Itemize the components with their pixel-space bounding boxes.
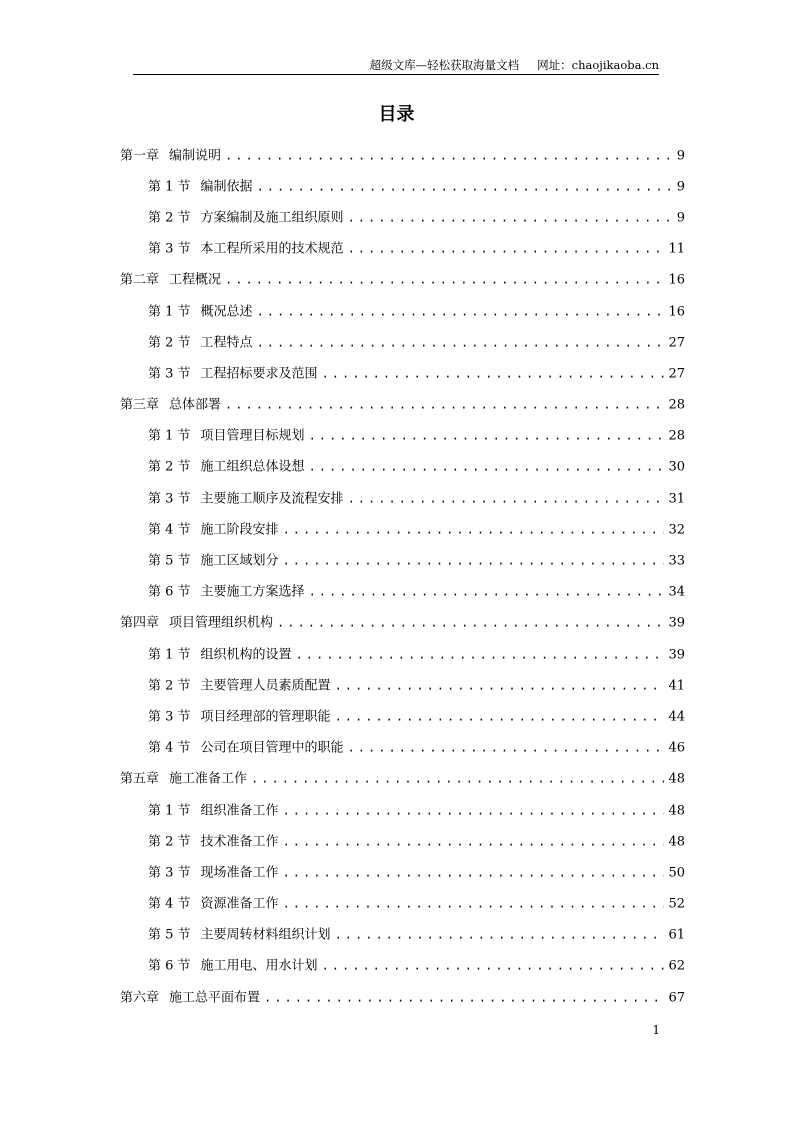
toc-entry-number: 第 1 节 <box>148 647 191 663</box>
toc-entry-label <box>148 208 344 228</box>
toc-section-entry[interactable] <box>0 670 793 701</box>
toc-entry-number: 第 3 节 <box>148 491 191 507</box>
toc-entry-number: 第 3 节 <box>148 366 191 382</box>
toc-entry-number: 第 1 节 <box>148 179 191 195</box>
toc-entry-page-number: 16 <box>668 304 685 320</box>
toc-entry-page-number: 67 <box>668 990 685 1006</box>
toc-entry-label <box>148 863 279 883</box>
toc-entry-title: 本工程所采用的技术规范 <box>200 241 344 257</box>
toc-dot-leader <box>225 395 664 415</box>
toc-entry-page-number: 27 <box>668 335 685 351</box>
toc-chapter-entry[interactable] <box>0 608 793 639</box>
toc-section-entry[interactable] <box>0 857 793 888</box>
toc-dot-leader <box>335 675 665 695</box>
toc-dot-leader <box>277 613 664 633</box>
toc-section-entry[interactable] <box>0 701 793 732</box>
toc-entry-page-number: 27 <box>668 366 685 382</box>
toc-entry-label <box>148 832 279 852</box>
toc-entry-number: 第 1 节 <box>148 803 191 819</box>
toc-section-entry[interactable] <box>0 951 793 982</box>
toc-entry-title: 主要施工方案选择 <box>200 584 305 600</box>
toc-entry-page-number: 39 <box>668 615 685 631</box>
toc-entry-label <box>148 302 253 322</box>
toc-entry-label <box>148 676 331 696</box>
toc-entry-line <box>120 145 685 166</box>
toc-entry-number: 第三章 <box>120 397 160 413</box>
toc-entry-title: 施工组织总体设想 <box>200 459 305 475</box>
toc-entry-page-number: 9 <box>676 210 685 226</box>
toc-entry-number: 第 5 节 <box>148 927 191 943</box>
toc-entry-number: 第 4 节 <box>148 896 191 912</box>
toc-dot-leader <box>335 706 665 726</box>
toc-dot-leader <box>283 831 665 851</box>
toc-entry-label <box>120 271 221 291</box>
toc-section-entry[interactable] <box>0 358 793 389</box>
toc-entry-label <box>148 489 344 509</box>
toc-dot-leader <box>283 894 665 914</box>
toc-entry-label <box>148 801 279 821</box>
page-number: 1 <box>652 1023 660 1037</box>
toc-dot-leader <box>283 862 665 882</box>
toc-dot-leader <box>225 270 664 290</box>
toc-entry-line <box>148 956 685 977</box>
toc-entry-number: 第 2 节 <box>148 834 191 850</box>
toc-entry-number: 第 3 节 <box>148 865 191 881</box>
toc-entry-page-number: 61 <box>668 927 685 943</box>
toc-entry-label <box>148 583 305 603</box>
toc-section-entry[interactable] <box>0 577 793 608</box>
toc-entry-number: 第 6 节 <box>148 958 191 974</box>
toc-dot-leader <box>257 176 673 196</box>
toc-section-entry[interactable] <box>0 826 793 857</box>
toc-entry-line <box>148 675 685 696</box>
toc-entry-line <box>148 551 685 572</box>
toc-entry-page-number: 44 <box>668 709 685 725</box>
toc-entry-number: 第 4 节 <box>148 740 191 756</box>
toc-entry-label <box>148 926 331 946</box>
toc-entry-line <box>148 239 685 260</box>
toc-dot-leader <box>225 145 673 165</box>
toc-entry-page-number: 62 <box>668 958 685 974</box>
toc-dot-leader <box>251 769 664 789</box>
toc-entry-line <box>148 800 685 821</box>
toc-entry-line <box>148 426 685 447</box>
toc-entry-label <box>148 364 318 384</box>
toc-entry-number: 第 1 节 <box>148 428 191 444</box>
toc-entry-label <box>148 458 305 478</box>
toc-entry-title: 项目管理组织机构 <box>169 615 274 631</box>
toc-entry-number: 第二章 <box>120 272 160 288</box>
toc-dot-leader <box>348 488 665 508</box>
toc-entry-number: 第一章 <box>120 148 160 164</box>
toc-entry-page-number: 28 <box>668 428 685 444</box>
toc-entry-page-number: 31 <box>668 491 685 507</box>
toc-dot-leader <box>322 363 665 383</box>
toc-entry-page-number: 30 <box>668 459 685 475</box>
toc-section-entry[interactable] <box>0 296 793 327</box>
toc-dot-leader <box>257 332 665 352</box>
toc-section-entry[interactable] <box>0 795 793 826</box>
toc-chapter-entry[interactable] <box>0 140 793 171</box>
toc-entry-line <box>148 925 685 946</box>
toc-entry-line <box>148 301 685 322</box>
toc-entry-line <box>148 332 685 353</box>
toc-entry-title: 主要施工顺序及流程安排 <box>200 491 344 507</box>
toc-dot-leader <box>283 519 665 539</box>
toc-entry-title: 施工阶段安排 <box>200 522 279 538</box>
toc-entry-number: 第 1 节 <box>148 304 191 320</box>
toc-entry-line <box>148 363 685 384</box>
toc-entry-page-number: 11 <box>668 241 685 257</box>
toc-entry-line <box>120 395 685 416</box>
toc-entry-page-number: 48 <box>668 803 685 819</box>
toc-entry-number: 第 2 节 <box>148 210 191 226</box>
toc-entry-title: 主要周转材料组织计划 <box>200 927 331 943</box>
toc-entry-label <box>120 770 247 790</box>
toc-entry-label <box>148 240 344 260</box>
toc-entry-title: 项目经理部的管理职能 <box>200 709 331 725</box>
toc-entry-title: 概况总述 <box>200 304 253 320</box>
toc-entry-number: 第 3 节 <box>148 241 191 257</box>
toc-entry-number: 第五章 <box>120 771 160 787</box>
header-site-slogan: 超级文库—轻松获取海量文档 <box>369 58 520 72</box>
toc-entry-line <box>148 207 685 228</box>
toc-title: 目录 <box>378 104 415 125</box>
toc-entry-number: 第 6 节 <box>148 584 191 600</box>
toc-entry-title: 编制依据 <box>200 179 253 195</box>
toc-dot-leader <box>309 457 665 477</box>
toc-entry-title: 现场准备工作 <box>200 865 279 881</box>
toc-entry-page-number: 48 <box>668 834 685 850</box>
toc-entry-number: 第 3 节 <box>148 709 191 725</box>
toc-section-entry[interactable] <box>0 171 793 202</box>
toc-dot-leader <box>264 987 664 1007</box>
toc-entry-page-number: 16 <box>668 272 685 288</box>
toc-entry-number: 第 2 节 <box>148 678 191 694</box>
toc-entry-page-number: 50 <box>668 865 685 881</box>
toc-entry-title: 公司在项目管理中的职能 <box>200 740 344 756</box>
toc-entry-line <box>120 270 685 291</box>
toc-section-entry[interactable] <box>0 639 793 670</box>
toc-entry-title: 施工准备工作 <box>169 771 248 787</box>
toc-entry-title: 工程特点 <box>200 335 253 351</box>
toc-entry-number: 第 2 节 <box>148 459 191 475</box>
toc-dot-leader <box>257 301 665 321</box>
toc-entry-number: 第 4 节 <box>148 522 191 538</box>
toc-entry-line <box>148 706 685 727</box>
toc-dot-leader <box>283 800 665 820</box>
toc-section-entry[interactable] <box>0 202 793 233</box>
toc-entry-title: 组织准备工作 <box>200 803 279 819</box>
toc-entry-line <box>120 987 685 1008</box>
toc-entry-title: 组织机构的设置 <box>200 647 292 663</box>
toc-entry-page-number: 32 <box>668 522 685 538</box>
toc-entry-number: 第 2 节 <box>148 335 191 351</box>
toc-section-entry[interactable] <box>0 421 793 452</box>
toc-dot-leader <box>322 956 665 976</box>
toc-section-entry[interactable] <box>0 234 793 265</box>
toc-entry-title: 总体部署 <box>169 397 222 413</box>
toc-entry-line <box>148 488 685 509</box>
toc-entry-label <box>120 614 273 634</box>
toc-entry-label <box>148 177 253 197</box>
page-header <box>133 56 659 74</box>
toc-chapter-entry[interactable] <box>0 390 793 421</box>
toc-section-entry[interactable] <box>0 545 793 576</box>
toc-entry-page-number: 41 <box>668 678 685 694</box>
table-of-contents <box>0 140 793 1013</box>
toc-entry-line <box>120 613 685 634</box>
toc-entry-title: 施工用电、用水计划 <box>200 958 318 974</box>
toc-entry-line <box>148 738 685 759</box>
toc-section-entry[interactable] <box>0 514 793 545</box>
toc-entry-title: 项目管理目标规划 <box>200 428 305 444</box>
toc-dot-leader <box>309 426 665 446</box>
toc-entry-page-number: 52 <box>668 896 685 912</box>
toc-dot-leader <box>283 551 665 571</box>
toc-entry-title: 资源准备工作 <box>200 896 279 912</box>
toc-entry-title: 施工区域划分 <box>200 553 279 569</box>
toc-entry-label <box>120 146 221 166</box>
toc-entry-page-number: 9 <box>676 148 685 164</box>
toc-dot-leader <box>348 207 673 227</box>
toc-dot-leader <box>348 738 665 758</box>
toc-entry-line <box>120 769 685 790</box>
toc-entry-page-number: 34 <box>668 584 685 600</box>
toc-entry-label <box>148 520 279 540</box>
toc-entry-title: 主要管理人员素质配置 <box>200 678 331 694</box>
toc-entry-page-number: 46 <box>668 740 685 756</box>
toc-entry-line <box>148 862 685 883</box>
toc-entry-page-number: 48 <box>668 771 685 787</box>
toc-entry-page-number: 39 <box>668 647 685 663</box>
toc-chapter-entry[interactable] <box>0 764 793 795</box>
toc-entry-label <box>148 739 344 759</box>
toc-entry-label <box>148 957 318 977</box>
toc-entry-number: 第六章 <box>120 990 160 1006</box>
toc-entry-title: 工程概况 <box>169 272 222 288</box>
toc-entry-label <box>148 427 305 447</box>
toc-section-entry[interactable] <box>0 483 793 514</box>
toc-entry-label <box>148 552 279 572</box>
toc-entry-label <box>120 396 221 416</box>
toc-chapter-entry[interactable] <box>0 265 793 296</box>
toc-chapter-entry[interactable] <box>0 982 793 1013</box>
toc-section-entry[interactable] <box>0 327 793 358</box>
toc-entry-line <box>148 831 685 852</box>
toc-entry-title: 编制说明 <box>169 148 222 164</box>
toc-entry-title: 技术准备工作 <box>200 834 279 850</box>
toc-dot-leader <box>309 582 665 602</box>
header-site-url: 网址：chaojikaoba.cn <box>537 58 659 72</box>
toc-entry-title: 方案编制及施工组织原则 <box>200 210 344 226</box>
toc-entry-title: 施工总平面布置 <box>169 990 261 1006</box>
toc-entry-line <box>148 644 685 665</box>
toc-entry-line <box>148 176 685 197</box>
toc-entry-page-number: 33 <box>668 553 685 569</box>
toc-dot-leader <box>335 925 665 945</box>
header-rule <box>133 74 659 75</box>
toc-dot-leader <box>296 644 665 664</box>
toc-dot-leader <box>348 239 665 259</box>
toc-entry-line <box>148 894 685 915</box>
toc-entry-page-number: 28 <box>668 397 685 413</box>
toc-section-entry[interactable] <box>0 452 793 483</box>
toc-entry-page-number: 9 <box>676 179 685 195</box>
toc-entry-label <box>148 707 331 727</box>
toc-section-entry[interactable] <box>0 733 793 764</box>
toc-entry-number: 第 5 节 <box>148 553 191 569</box>
toc-entry-title: 工程招标要求及范围 <box>200 366 318 382</box>
toc-section-entry[interactable] <box>0 920 793 951</box>
toc-entry-line <box>148 519 685 540</box>
toc-entry-label <box>148 895 279 915</box>
toc-entry-label <box>120 988 260 1008</box>
toc-entry-line <box>148 457 685 478</box>
toc-entry-label <box>148 645 292 665</box>
toc-section-entry[interactable] <box>0 889 793 920</box>
toc-entry-label <box>148 333 253 353</box>
toc-entry-number: 第四章 <box>120 615 160 631</box>
toc-entry-line <box>148 582 685 603</box>
